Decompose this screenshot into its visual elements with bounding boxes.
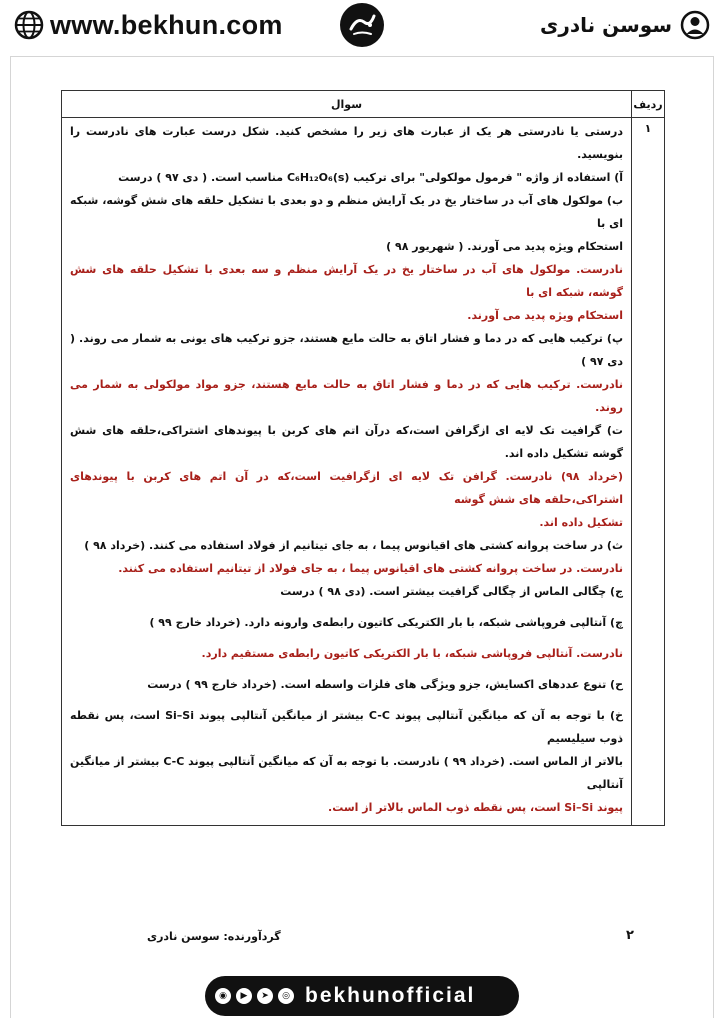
question-line: درستی یا نادرستی هر یک از عبارت های زیر را مشخص کنید. شکل درست عبارت های نادرست را بنویسید. — [70, 125, 623, 161]
question-line: چ) آنتالپی فروپاشی شبکه، با بار الکتریکی کاتیون رابطه‌ی وارونه دارد. (خرداد خارج ۹۹ ) — [149, 616, 623, 629]
user-icon — [680, 10, 710, 40]
answer-line: نادرست. ترکیب هایی که در دما و فشار اتاق به حالت مایع هستند، جزو مواد مولکولی به شمار می روند. — [70, 378, 623, 414]
question-line: ج) چگالی الماس از چگالی گرافیت بیشتر است. (دی ۹۸ ) درست — [280, 585, 623, 598]
bekhun-logo — [340, 3, 384, 47]
row-number: ۱ — [632, 118, 665, 826]
compiler-credit: گردآورنده: سوسن نادری — [147, 930, 281, 943]
col-row-header: ردیف — [632, 91, 665, 118]
table-row — [62, 118, 665, 826]
answer-line: تشکیل داده اند. — [539, 516, 623, 529]
social-bar[interactable] — [205, 976, 519, 1016]
page-number: ۲ — [626, 928, 634, 943]
social-handle[interactable]: bekhunofficial — [305, 984, 476, 1007]
col-question-header: سوال — [62, 91, 632, 118]
spacer — [70, 665, 623, 673]
page-header — [0, 0, 724, 52]
answer-line: استحکام ویژه پدید می آورند. — [467, 309, 623, 322]
question-line: ح) تنوع عددهای اکسایش، جزو ویژگی های فلزات واسطه است. (خرداد خارج ۹۹ ) درست — [147, 678, 623, 691]
telegram-icon[interactable]: ➤ — [257, 988, 273, 1004]
author-name: سوسن نادری — [540, 13, 672, 37]
question-line: ت) گرافیت تک لایه ای ازگرافن است،که درآن اتم های کربن با پیوندهای اشتراکی،حلقه های شش گوشه تشکیل داده اند. — [70, 424, 623, 460]
question-line: بالاتر از الماس است. (خرداد ۹۹ ) نادرست. با توجه به آن که میانگین آنتالپی پیوند C-C بیشتر از میانگین آنتالپی — [70, 755, 623, 791]
question-line: خ) با توجه به آن که میانگین آنتالپی پیوند C-C بیشتر از میانگین آنتالپی پیوند Si–Si است، پس نقطه ذوب سیلیسیم — [70, 709, 623, 745]
spacer — [70, 696, 623, 704]
site-link[interactable] — [14, 9, 283, 41]
answer-line: نادرست. آنتالپی فروپاشی شبکه، با بار الکتریکی کاتیون رابطه‌ی مستقیم دارد. — [201, 647, 623, 660]
question-line: ث) در ساخت پروانه کشتی های اقیانوس پیما ، به جای تیتانیم از فولاد استفاده می کنند. (خرداد ۹۸ ) — [84, 539, 623, 552]
aparat-icon[interactable]: ◉ — [215, 988, 231, 1004]
instagram-icon[interactable]: ◎ — [278, 988, 294, 1004]
question-body — [62, 118, 632, 826]
answer-line: نادرست. در ساخت پروانه کشتی های اقیانوس پیما ، به جای فولاد از تیتانیم استفاده می کنند. — [118, 562, 623, 575]
answer-line: نادرست. مولکول های آب در ساختار یخ در یک آرایش منظم و سه بعدی با تشکیل حلقه های شش گوشه، شبکه ای با — [70, 263, 623, 299]
question-line: آ) استفاده از واژه " فرمول مولکولی" برای ترکیب C₆H₁₂O₆(s) مناسب است. ( دی ۹۷ ) درست — [118, 171, 623, 184]
globe-icon — [14, 10, 44, 40]
question-table — [61, 90, 665, 826]
answer-line: پیوند Si–Si است، پس نقطه ذوب الماس بالاتر از است. — [328, 801, 623, 814]
author-badge — [540, 9, 710, 41]
question-line: ب) مولکول های آب در ساختار یخ در یک آرایش منظم و دو بعدی با تشکیل حلقه های شش گوشه، شبکه ای با — [70, 194, 623, 230]
question-line: پ) ترکیب هایی که در دما و فشار اتاق به حالت مایع هستند، جزو ترکیب های یونی به شمار می روند. ( دی ۹۷ ) — [70, 332, 623, 368]
table-header-row — [62, 91, 665, 118]
answer-line: (خرداد ۹۸) نادرست. گرافن تک لایه ای ازگرافیت است،که در آن اتم های کربن با پیوندهای اشتراکی،حلقه های شش گوشه — [70, 470, 623, 506]
site-url[interactable]: www.bekhun.com — [50, 9, 283, 40]
spacer — [70, 634, 623, 642]
spacer — [70, 603, 623, 611]
question-line: استحکام ویژه پدید می آورند. ( شهریور ۹۸ ) — [386, 240, 623, 253]
youtube-icon[interactable]: ▶ — [236, 988, 252, 1004]
